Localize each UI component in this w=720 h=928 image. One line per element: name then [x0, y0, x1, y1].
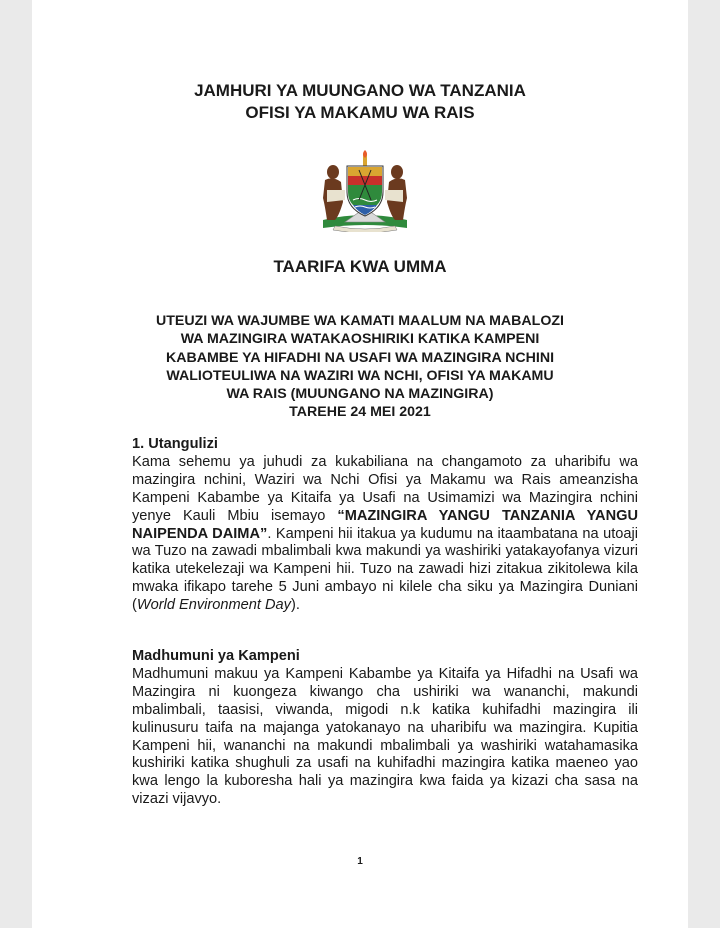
tanzania-coat-of-arms-icon [315, 150, 415, 232]
document-header [32, 80, 688, 124]
campaign-slogan: “MAZINGIRA YANGU TANZANIA YANGU NAIPENDA DAIMA” [132, 507, 638, 542]
subject-date: TAREHE 24 MEI 2021 [289, 404, 431, 421]
subject-line: UTEUZI WA WAJUMBE WA KAMATI MAALUM NA MABALOZI [156, 313, 564, 329]
section-heading: 1. Utangulizi [132, 436, 218, 452]
section-paragraph: Madhumuni makuu ya Kampeni Kabambe ya Kitaifa ya Hifadhi na Usafi wa Mazingira ni kuongeza kiwango cha ushiriki wa wananchi, makundi mbalimbali, taasisi, viwanda, migodi n.k katika kuhifadhi mazingira ili kulinusuru taifa na majanga yatokanayo na uharibifu wa mazingira. Kupitia Kampeni hii, wananchi na makundi mbalimbali ya washiriki watahamasika kushiriki katika shughuli za usafi na kuhifadhi mazingira katika maeneo yao kwa lengo la kuboresha hali ya mazingira kwa faida ya kizazi cha sasa na vizazi vijavyo. [132, 665, 638, 808]
document-page [32, 0, 688, 928]
section-heading: Madhumuni ya Kampeni [132, 648, 300, 664]
notice-subject [102, 312, 618, 422]
paragraph-text: Kama sehemu ya juhudi za kukabiliana na changamoto za uharibifu wa mazingira nchini, Waziri wa Nchi Ofisi ya Makamu wa Rais ameanzisha Kampeni Kabambe ya Kitaifa ya Usafi na Usimamizi wa Mazingira nchini yenye Kauli Mbiu isemayo [132, 453, 638, 524]
header-republic-name: JAMHURI YA MUUNGANO WA TANZANIA [194, 81, 526, 100]
paragraph-text: ). [290, 597, 300, 614]
subject-line: KABAMBE YA HIFADHI NA USAFI WA MAZINGIRA NCHINI [165, 349, 555, 366]
world-environment-day-text: World Environment Day [136, 597, 291, 614]
subject-line: WA MAZINGIRA WATAKAOSHIRIKI KATIKA KAMPENI [180, 331, 540, 348]
page-number: 1 [357, 856, 363, 867]
section-objectives [132, 648, 638, 809]
section-introduction [132, 436, 638, 615]
subject-line: WALIOTEULIWA NA WAZIRI WA NCHI, OFISI YA MAKAMU [166, 367, 554, 384]
subject-line: WA RAIS (MUUNGANO NA MAZINGIRA) [226, 386, 494, 403]
header-office-name: OFISI YA MAKAMU WA RAIS [245, 103, 475, 122]
section-paragraph [132, 454, 638, 615]
paragraph-text: . Kampeni hii itakua ya kudumu na itaambatana na utoaji wa Tuzo na zawadi mbalimbali kwa makundi ya washiriki yatakayofanya vizuri katika utekelezaji wa Kampeni hii. Tuzo na zawadi hizi zitakua zikitolewa kila mwaka ifikapo tarehe 5 Juni ambayo ni kilele cha siku ya Mazingira Duniani ( [132, 525, 639, 614]
notice-title: TAARIFA KWA UMMA [273, 257, 447, 276]
